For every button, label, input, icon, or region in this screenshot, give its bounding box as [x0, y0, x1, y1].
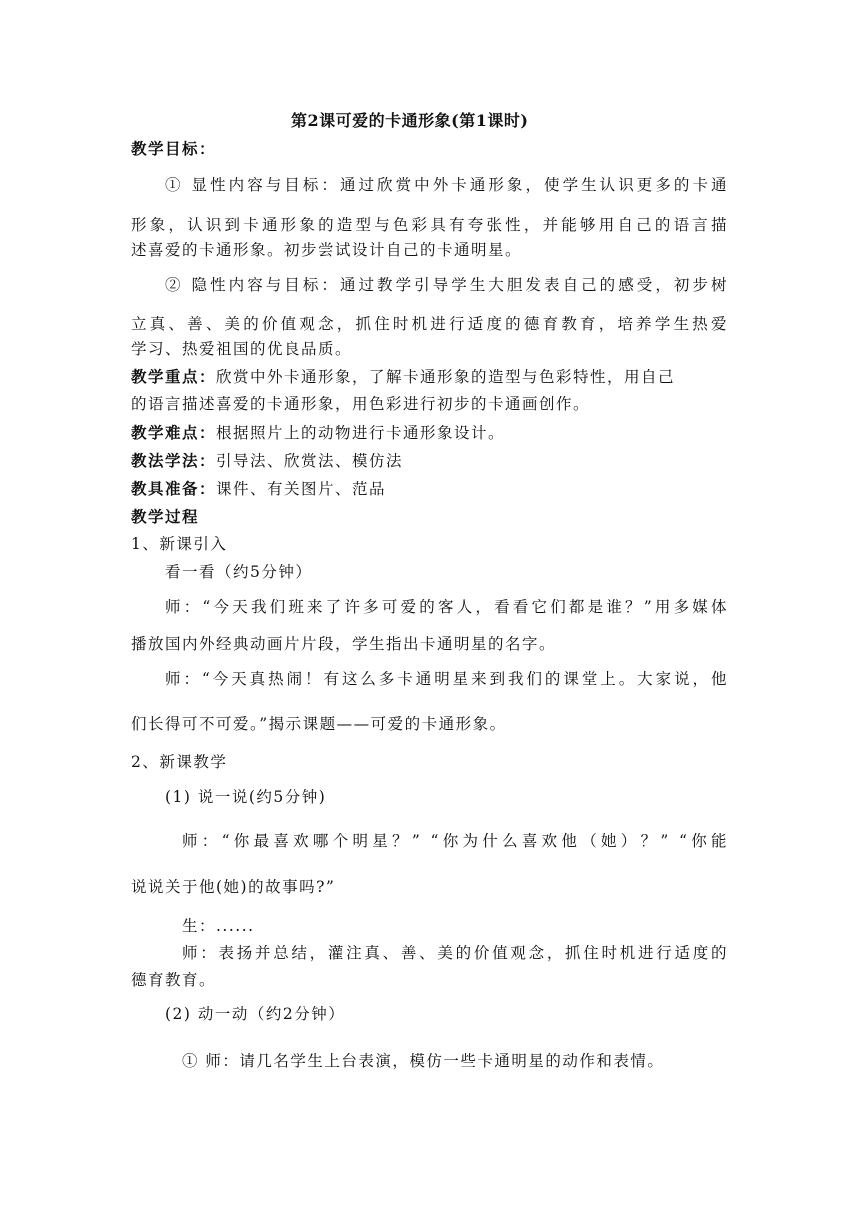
materials-label: 教具准备：: [131, 479, 217, 498]
materials-text: 课件、有关图片、范品: [216, 480, 387, 498]
methods-line: [131, 451, 403, 471]
page-title: 第2课可爱的卡通形象(第1课时): [291, 111, 529, 130]
process-heading: 教学过程: [131, 507, 200, 526]
goal1-line2: 形象，认识到卡通形象的造型与色彩具有夸张性，并能够用自己的语言描: [131, 216, 728, 234]
section2-heading: 2、新课教学: [131, 753, 228, 771]
section2-sub2: (2) 动一动（约2分钟）: [165, 1005, 346, 1023]
difficulty-label: 教学难点：: [131, 423, 217, 442]
key-points-text: 欣赏中外卡通形象，了解卡通形象的造型与色彩特性，用自己: [216, 368, 676, 386]
section1-p2-line1: 师：“今天真热闹！有这么多卡通明星来到我们的课堂上。大家说，他: [165, 670, 728, 688]
section1-p1-line2: 播放国内外经典动画片片段，学生指出卡通明星的名字。: [131, 635, 557, 653]
methods-label: 教法学法：: [131, 451, 217, 470]
materials-line: [131, 479, 386, 499]
section1-sub: 看一看（约5分钟）: [165, 563, 313, 581]
section2-teacher-line1: 师：表扬并总结，灌注真、善、美的价值观念，抓住时机进行适度的: [182, 944, 728, 962]
key-points-line1: [131, 367, 675, 387]
section1-p2-line2: 们长得可不可爱。”揭示课题——可爱的卡通形象。: [131, 715, 507, 733]
key-points-line2: 的语言描述喜爱的卡通形象，用色彩进行初步的卡通画创作。: [131, 395, 591, 413]
difficulty-text: 根据照片上的动物进行卡通形象设计。: [216, 424, 506, 442]
goal1-line1: ① 显性内容与目标：通过欣赏中外卡通形象，使学生认识更多的卡通: [165, 176, 728, 194]
key-points-label: 教学重点：: [131, 367, 217, 386]
section1-p1-line1: 师：“今天我们班来了许多可爱的客人，看看它们都是谁？”用多媒体: [165, 598, 728, 616]
goal2-line2: 立真、善、美的价值观念，抓住时机进行适度的德育教育，培养学生热爱: [131, 315, 728, 333]
section2-q-line2: 说说关于他(她)的故事吗?”: [131, 878, 336, 896]
goal2-line3: 学习、热爱祖国的优良品质。: [131, 340, 353, 358]
goal1-line3: 述喜爱的卡通形象。初步尝试设计自己的卡通明星。: [131, 241, 523, 259]
section2-q-line1: 师：“你最喜欢哪个明星？” “你为什么喜欢他（她）？” “你能: [182, 832, 728, 850]
goals-heading: 教学目标：: [131, 139, 217, 158]
goal2-line1: ② 隐性内容与目标：通过教学引导学生大胆发表自己的感受，初步树: [165, 276, 728, 294]
methods-text: 引导法、欣赏法、模仿法: [216, 452, 404, 470]
section2-sub1: (1) 说一说(约5分钟): [165, 788, 327, 806]
difficulty-line: [131, 423, 505, 443]
section1-heading: 1、新课引入: [131, 535, 228, 553]
section2-activity1: ① 师：请几名学生上台表演，模仿一些卡通明星的动作和表情。: [182, 1052, 665, 1070]
section2-student: 生：......: [182, 917, 255, 935]
section2-teacher-line2: 德育教育。: [131, 971, 217, 989]
